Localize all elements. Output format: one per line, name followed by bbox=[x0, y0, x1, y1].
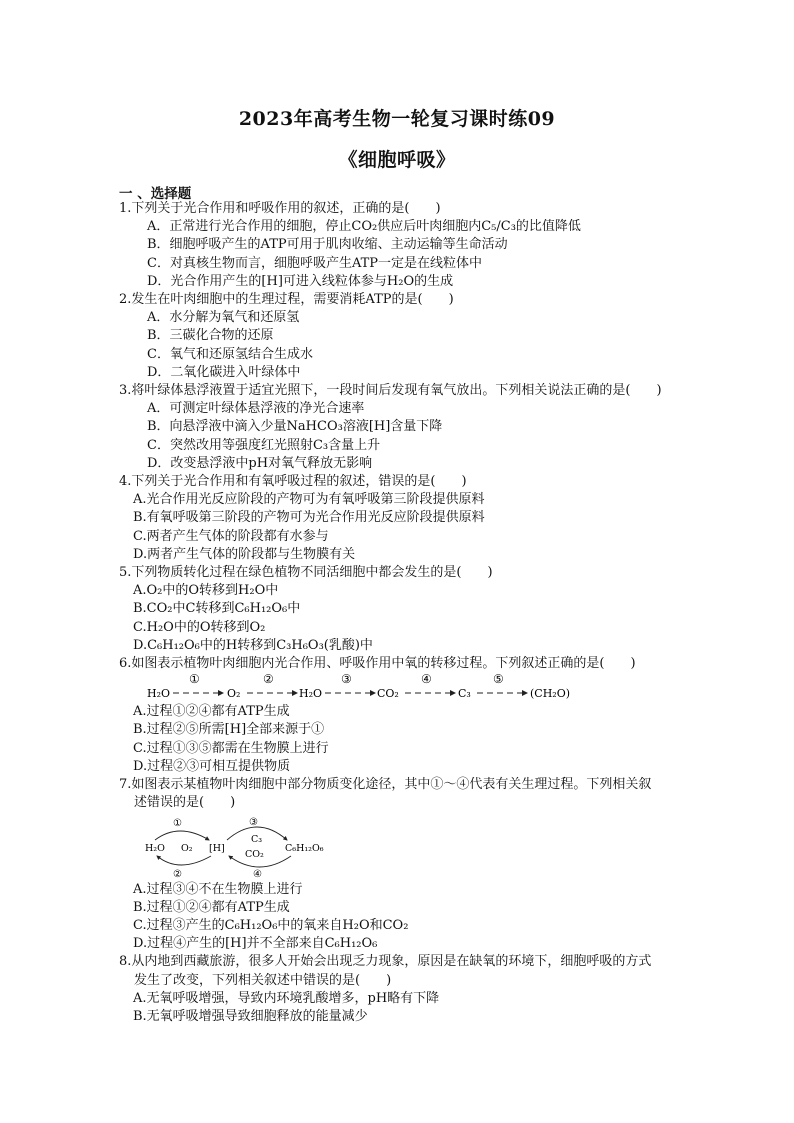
option-a: A.光合作用光反应阶段的产物可为有氧呼吸第三阶段提供原料 bbox=[133, 492, 485, 508]
option-d: D.两者产生气体的阶段都与生物膜有关 bbox=[133, 546, 356, 562]
option-b: B.无氧呼吸增强导致细胞释放的能量减少 bbox=[133, 1008, 368, 1024]
question-list bbox=[119, 200, 699, 1026]
question-4 bbox=[119, 473, 699, 564]
option-d: D.C₆H₁₂O₆中的H转移到C₃H₆O₃(乳酸)中 bbox=[133, 637, 373, 653]
question-stem: 3.将叶绿体悬浮液置于适宜光照下，一段时间后发现有氧气放出。下列相关说法正确的是( ) bbox=[119, 383, 662, 399]
question-2 bbox=[119, 291, 699, 382]
option-b: B．向悬浮液中滴入少量NaHCO₃溶液[H]含量下降 bbox=[147, 419, 443, 435]
question-stem: 8.从内地到西藏旅游，很多人开始会出现乏力现象，原因是在缺氧的环境下，细胞呼吸的方式 bbox=[119, 954, 652, 970]
question-stem: 6.如图表示植物叶肉细胞内光合作用、呼吸作用中氧的转移过程。下列叙述正确的是( ) bbox=[119, 656, 636, 672]
oxygen-transfer-diagram bbox=[147, 673, 699, 703]
question-8 bbox=[119, 953, 699, 1026]
option-b: B.有氧呼吸第三阶段的产物可为光合作用光反应阶段提供原料 bbox=[133, 510, 485, 526]
option-c: C．氧气和还原氢结合生成水 bbox=[147, 346, 313, 362]
step-2: ② bbox=[263, 673, 274, 687]
option-b: B.CO₂中C转移到C₆H₁₂O₆中 bbox=[133, 601, 301, 617]
question-stem: 1.下列关于光合作用和呼吸作用的叙述，正确的是( ) bbox=[119, 201, 441, 216]
substance-pathway-diagram bbox=[145, 816, 699, 878]
option-b: B.过程①②④都有ATP生成 bbox=[133, 899, 290, 915]
option-b: B.过程②⑤所需[H]全部来源于① bbox=[133, 722, 325, 738]
node-o2: O₂ bbox=[227, 687, 241, 701]
section-heading: 一 、选择题 bbox=[119, 186, 192, 202]
step-3: ③ bbox=[249, 816, 258, 828]
option-d: D．二氧化碳进入叶绿体中 bbox=[147, 364, 301, 380]
node-h2o: H₂O bbox=[147, 687, 171, 701]
option-a: A．可测定叶绿体悬浮液的净光合速率 bbox=[147, 401, 365, 417]
option-c: C.过程①③⑤都需在生物膜上进行 bbox=[133, 740, 329, 756]
node-c3: C₃ bbox=[458, 687, 471, 701]
label-h2o: H₂O bbox=[145, 842, 165, 854]
step-1: ① bbox=[189, 673, 200, 687]
page-subtitle: 《细胞呼吸》 bbox=[338, 149, 456, 171]
option-a: A．正常进行光合作用的细胞，停止CO₂供应后叶肉细胞内C₅/C₃的比值降低 bbox=[147, 219, 581, 235]
label-co2: CO₂ bbox=[245, 848, 264, 860]
option-c: C.过程③产生的C₆H₁₂O₆中的氧来自H₂O和CO₂ bbox=[133, 917, 409, 933]
option-d: D.过程④产生的[H]并不全部来自C₆H₁₂O₆ bbox=[133, 936, 378, 952]
step-4: ④ bbox=[421, 673, 432, 687]
question-6 bbox=[119, 655, 699, 776]
option-c: C.两者产生气体的阶段都有水参与 bbox=[133, 528, 329, 544]
option-a: A．水分解为氧气和还原氢 bbox=[147, 310, 300, 326]
node-h2o-2: H₂O bbox=[299, 687, 323, 701]
option-d: D．光合作用产生的[H]可进入线粒体参与H₂O的生成 bbox=[147, 273, 454, 289]
arc-1 bbox=[155, 831, 209, 840]
step-4: ④ bbox=[253, 868, 262, 878]
option-a: A.O₂中的O转移到H₂O中 bbox=[133, 583, 279, 599]
label-c3: C₃ bbox=[251, 833, 263, 845]
option-c: C．突然改用等强度红光照射C₃含量上升 bbox=[147, 437, 381, 453]
question-stem-continued: 述错误的是( ) bbox=[134, 795, 236, 811]
label-h: [H] bbox=[209, 842, 225, 854]
option-d: D.过程②③可相互提供物质 bbox=[133, 758, 291, 774]
arc-2 bbox=[157, 856, 211, 865]
option-a: A.过程③④不在生物膜上进行 bbox=[133, 881, 303, 897]
question-stem: 4.下列关于光合作用和有氧呼吸过程的叙述，错误的是( ) bbox=[119, 474, 467, 490]
option-c: C.H₂O中的O转移到O₂ bbox=[133, 619, 266, 635]
step-3: ③ bbox=[341, 673, 352, 687]
step-5: ⑤ bbox=[493, 673, 504, 687]
step-1: ① bbox=[173, 817, 182, 829]
page-title: 2023年高考生物一轮复习课时练09 bbox=[238, 108, 556, 130]
option-c: C．对真核生物而言，细胞呼吸产生ATP一定是在线粒体中 bbox=[147, 255, 483, 271]
node-co2: CO₂ bbox=[377, 687, 399, 701]
option-d: D．改变悬浮液中pH对氧气释放无影响 bbox=[147, 455, 373, 471]
question-stem: 7.如图表示某植物叶肉细胞中部分物质变化途径，其中①～④代表有关生理过程。下列相关叙 bbox=[119, 777, 652, 793]
question-3 bbox=[119, 382, 699, 473]
question-stem: 2.发生在叶肉细胞中的生理过程，需要消耗ATP的是( ) bbox=[119, 292, 454, 308]
option-a: A.无氧呼吸增强，导致内环境乳酸增多，pH略有下降 bbox=[133, 990, 440, 1006]
step-2: ② bbox=[173, 868, 182, 878]
label-o2: O₂ bbox=[181, 842, 193, 854]
question-stem: 5.下列物质转化过程在绿色植物不同活细胞中都会发生的是( ) bbox=[119, 565, 493, 581]
option-b: B．细胞呼吸产生的ATP可用于肌肉收缩、主动运输等生命活动 bbox=[147, 237, 508, 253]
question-1 bbox=[119, 200, 699, 291]
question-stem-continued: 发生了改变，下列相关叙述中错误的是( ) bbox=[134, 972, 392, 988]
option-b: B．三碳化合物的还原 bbox=[147, 328, 274, 344]
question-5 bbox=[119, 564, 699, 655]
question-7 bbox=[119, 776, 699, 953]
node-ch2o: (CH₂O) bbox=[530, 687, 571, 701]
label-c6h12o6: C₆H₁₂O₆ bbox=[285, 842, 324, 854]
option-a: A.过程①②④都有ATP生成 bbox=[133, 704, 290, 720]
